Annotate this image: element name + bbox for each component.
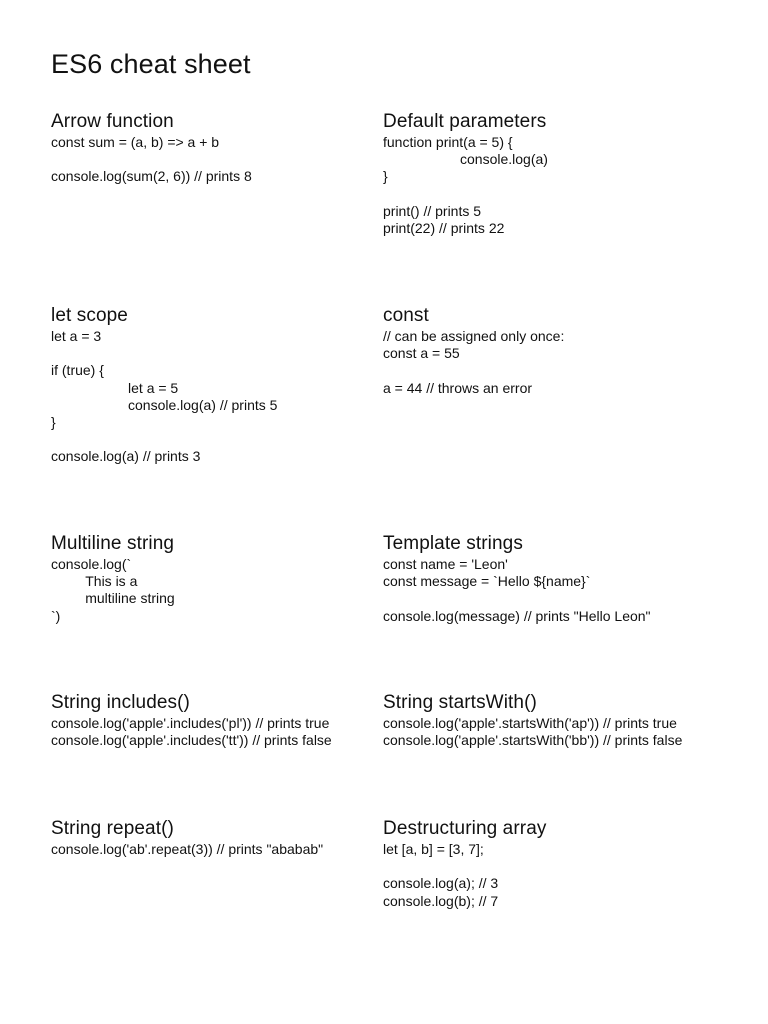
code-snippet: console.log(` This is a multiline string `)	[51, 556, 175, 624]
page-title: ES6 cheat sheet	[51, 49, 251, 79]
section-title: Default parameters	[383, 111, 547, 132]
code-snippet: let [a, b] = [3, 7]; console.log(a); // 3 console.log(b); // 7	[383, 841, 499, 909]
code-snippet: // can be assigned only once: const a = 55 a = 44 // throws an error	[383, 328, 565, 396]
section-string-startswith	[383, 691, 723, 749]
section-let-scope	[51, 304, 381, 466]
code-snippet: console.log('apple'.startsWith('ap')) // prints true console.log('apple'.startsWith('bb')) // prints false	[383, 715, 683, 749]
section-template-strings	[383, 532, 723, 625]
code-snippet: const sum = (a, b) => a + b console.log(sum(2, 6)) // prints 8	[51, 134, 252, 185]
section-title: String includes()	[51, 692, 190, 713]
section-arrow-function	[51, 110, 381, 186]
section-default-parameters	[383, 110, 723, 237]
section-title: Template strings	[383, 533, 523, 554]
code-snippet: const name = 'Leon' const message = `Hello ${name}` console.log(message) // prints "Hello Leon"	[383, 556, 651, 624]
section-title: let scope	[51, 305, 128, 326]
section-title: String repeat()	[51, 818, 174, 839]
section-title: Multiline string	[51, 533, 175, 554]
section-string-includes	[51, 691, 376, 749]
section-title: const	[383, 305, 429, 326]
code-snippet: function print(a = 5) { console.log(a) } print() // prints 5 print(22) // prints 22	[383, 134, 548, 237]
section-title: Destructuring array	[383, 818, 547, 839]
section-title: String startsWith()	[383, 692, 537, 713]
section-string-repeat	[51, 817, 381, 858]
section-const	[383, 304, 723, 397]
section-multiline-string	[51, 532, 381, 625]
section-destructuring-array	[383, 817, 723, 910]
section-title: Arrow function	[51, 111, 174, 132]
code-snippet: console.log('apple'.includes('pl')) // prints true console.log('apple'.includes('tt')) // prints false	[51, 715, 332, 749]
code-snippet: console.log('ab'.repeat(3)) // prints "ababab"	[51, 841, 324, 857]
code-snippet: let a = 3 if (true) { let a = 5 console.log(a) // prints 5 } console.log(a) // prints 3	[51, 328, 278, 465]
